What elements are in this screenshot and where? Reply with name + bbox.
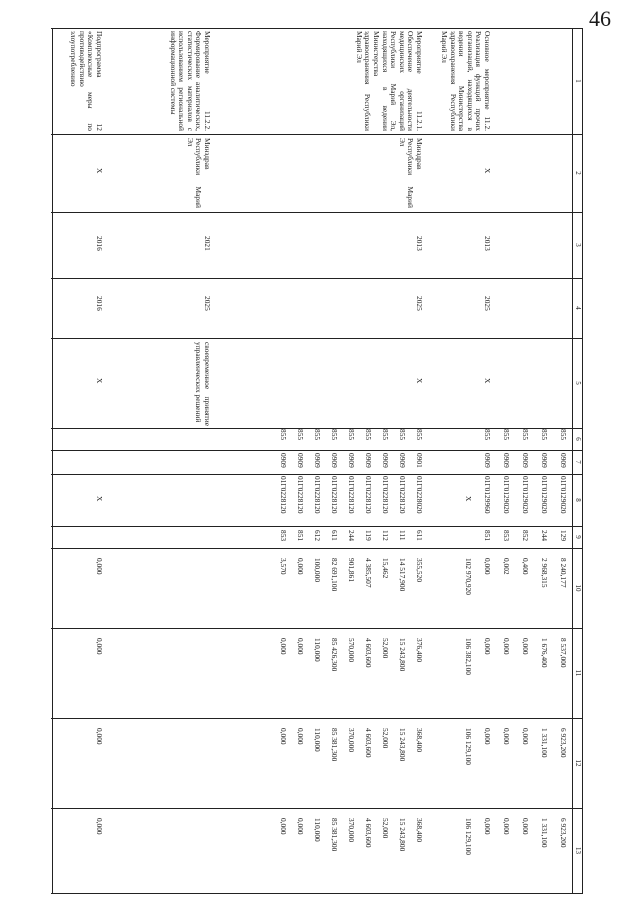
row-code-type: 611	[415, 530, 424, 541]
row-code-section: 0909	[330, 453, 339, 468]
row-code-section: 0909	[347, 453, 356, 468]
col-header-12: 12	[574, 759, 582, 767]
row-value: 110,000	[313, 638, 322, 662]
row-end-year: 2016	[95, 296, 104, 311]
row-code-target: 01Г0129020	[521, 476, 530, 514]
row-summary-value: 106 382,100	[464, 638, 473, 675]
row-value: 0,000	[483, 638, 492, 655]
row-value: 0,000	[95, 818, 104, 835]
row-value: 0,000	[483, 818, 492, 835]
col-header-2: 2	[574, 171, 582, 175]
col-header-6: 6	[574, 437, 582, 441]
row-name: Мероприятие 11.2.2. Формирование аналитических, статистических материалов с использованием региональной информационной системы	[168, 31, 212, 131]
row-code-type: 129	[559, 530, 568, 542]
row-value: 0,000	[95, 728, 104, 745]
col-header-4: 4	[574, 306, 582, 310]
row-code-grbs: 855	[364, 429, 373, 441]
row-code-section: 0901	[415, 453, 424, 468]
row-value: 4 603,600	[364, 638, 373, 668]
row-value: 368,400	[415, 818, 424, 843]
col-header-3: 3	[574, 243, 582, 247]
row-code-target: 01Г0129960	[483, 476, 492, 514]
row-code-target: 01Г0228120	[296, 476, 305, 514]
row-code-section: 0909	[279, 453, 288, 468]
row-value: 110,000	[313, 728, 322, 752]
row-value: 0,002	[502, 558, 511, 575]
row-value: 15 243,800	[398, 818, 407, 852]
row-value: 100,000	[313, 558, 322, 583]
row-code-grbs: 855	[559, 429, 568, 441]
row-code-section: 0909	[521, 453, 530, 468]
row-code-section: 0909	[559, 453, 568, 468]
col-header-10: 10	[574, 584, 582, 592]
row-value: 15,462	[381, 558, 390, 579]
budget-table	[51, 28, 583, 894]
row-code-type: 851	[483, 530, 492, 542]
row-code-target: X	[95, 496, 104, 502]
row-code-grbs: 855	[540, 429, 549, 441]
row-value: 4 603,600	[364, 818, 373, 848]
row-code-type: 852	[521, 530, 530, 542]
row-value: 15 243,800	[398, 728, 407, 762]
row-code-section: 0909	[502, 453, 511, 468]
row-value: 570,000	[347, 638, 356, 663]
row-value: 8 240,177	[559, 558, 568, 588]
row-end-year: 2025	[415, 296, 424, 311]
row-value: 0,000	[296, 638, 305, 655]
row-code-grbs: 855	[330, 429, 339, 441]
row-value: 2 968,315	[540, 558, 549, 588]
row-code-target: 01Г0228020	[415, 476, 424, 514]
row-value: 82 691,100	[330, 558, 339, 592]
row-code-type: 611	[330, 530, 339, 541]
row-code-grbs: 855	[296, 429, 305, 441]
row-result: X	[415, 378, 424, 384]
row-value: 370,000	[347, 728, 356, 753]
row-code-type: 119	[364, 530, 373, 541]
row-value: 15 243,800	[398, 638, 407, 672]
row-code-grbs: 855	[381, 429, 390, 441]
row-value: 901,861	[347, 558, 356, 583]
row-summary-value: 106 129,100	[464, 818, 473, 855]
row-value: 0,000	[521, 728, 530, 745]
row-code-grbs: 855	[313, 429, 322, 441]
row-value: 1 676,400	[540, 638, 549, 668]
row-code-grbs: 855	[521, 429, 530, 441]
row-value: 110,000	[313, 818, 322, 842]
row-result: своевременное принятие управленческих решений	[194, 342, 212, 426]
row-value: 376,400	[415, 638, 424, 663]
row-summary-value: 106 129,100	[464, 728, 473, 765]
row-code-type: 853	[279, 530, 288, 542]
row-code-type: 111	[398, 530, 407, 541]
row-value: 370,000	[347, 818, 356, 843]
row-start-year: 2021	[203, 236, 212, 251]
row-code-section: 0909	[381, 453, 390, 468]
row-value: 8 537,000	[559, 638, 568, 668]
row-code-target: 01Г0228120	[364, 476, 373, 514]
row-result: X	[483, 378, 492, 384]
col-header-1: 1	[574, 79, 582, 83]
row-code-target: 01Г0129020	[540, 476, 549, 514]
row-code-target: 01Г0228120	[347, 476, 356, 514]
row-executor: Минздрав Республики Марий Эл	[397, 138, 424, 208]
row-value: 3,570	[279, 558, 288, 575]
row-value: 0,000	[502, 818, 511, 835]
row-end-year: 2025	[203, 296, 212, 311]
row-code-grbs: 855	[502, 429, 511, 441]
row-value: 14 517,900	[398, 558, 407, 592]
row-code-target: 01Г0228120	[330, 476, 339, 514]
row-code-type: 244	[540, 530, 549, 542]
col-header-9: 9	[574, 535, 582, 539]
row-code-section: 0909	[296, 453, 305, 468]
row-value: 6 923,200	[559, 818, 568, 848]
row-value: 0,400	[521, 558, 530, 575]
row-summary-value: 102 970,920	[464, 558, 473, 595]
row-end-year: 2025	[483, 296, 492, 311]
row-code-grbs: 855	[279, 429, 288, 441]
row-value: 85 381,300	[330, 728, 339, 762]
row-value: 0,000	[296, 728, 305, 745]
row-code-grbs: 855	[398, 429, 407, 441]
row-value: 0,000	[502, 638, 511, 655]
row-executor: X	[483, 168, 492, 174]
row-code-target: 01Г0129020	[559, 476, 568, 514]
row-value: 355,520	[415, 558, 424, 583]
row-code-type: 112	[381, 530, 390, 541]
row-value: 0,000	[95, 558, 104, 575]
row-value: 368,400	[415, 728, 424, 753]
row-value: 0,000	[483, 558, 492, 575]
row-executor: Минздрав Республики Марий Эл	[185, 138, 212, 208]
row-value: 0,000	[296, 818, 305, 835]
row-code-target: 01Г0228120	[398, 476, 407, 514]
row-value: 0,000	[521, 638, 530, 655]
col-header-11: 11	[574, 669, 582, 677]
row-value: 0,000	[279, 818, 288, 835]
row-code-section: 0909	[364, 453, 373, 468]
row-name: Мероприятие 11.2.1. Обеспечение деятельности медицинских организаций Республики Марий Эл, находящихся в ведении Министерства здравоохранения Республики Марий Эл	[354, 31, 424, 131]
row-start-year: 2013	[415, 236, 424, 251]
row-name: Подпрограмма 12 «Комплексные меры по противодействию злоупотреблению	[69, 31, 104, 131]
row-value: 1 331,100	[540, 818, 549, 848]
row-code-target: 01Г0228120	[279, 476, 288, 514]
row-start-year: 2016	[95, 236, 104, 251]
col-header-5: 5	[574, 381, 582, 385]
row-code-type: 244	[347, 530, 356, 542]
row-value: 0,000	[502, 728, 511, 745]
row-value: 0,000	[483, 728, 492, 745]
row-value: 52,000	[381, 638, 390, 659]
row-start-year: 2013	[483, 236, 492, 251]
col-header-7: 7	[574, 460, 582, 464]
row-value: 52,000	[381, 728, 390, 749]
row-code-type: 853	[502, 530, 511, 542]
row-value: 0,000	[95, 638, 104, 655]
row-code-target: 01Г0129020	[502, 476, 511, 514]
page-number: 46	[589, 6, 611, 31]
row-executor: X	[95, 168, 104, 174]
row-value: 1 331,100	[540, 728, 549, 758]
row-value: 85 426,300	[330, 638, 339, 672]
row-value: 0,000	[521, 818, 530, 835]
row-value: 52,000	[381, 818, 390, 839]
row-code-section: 0909	[540, 453, 549, 468]
row-value: 0,000	[279, 728, 288, 745]
row-code-target: 01Г0228120	[381, 476, 390, 514]
row-code-grbs: 855	[483, 429, 492, 441]
row-code-grbs: 855	[415, 429, 424, 441]
row-value: 4 603,600	[364, 728, 373, 758]
row-code-section: 0909	[483, 453, 492, 468]
col-header-13: 13	[574, 847, 582, 854]
row-code-type: 612	[313, 530, 322, 542]
row-code-type: 851	[296, 530, 305, 542]
row-summary-code: X	[464, 496, 473, 502]
row-value: 0,000	[279, 638, 288, 655]
row-code-grbs: 855	[347, 429, 356, 441]
row-value: 0,000	[296, 558, 305, 575]
col-header-8: 8	[574, 498, 582, 502]
row-code-target: 01Г0228120	[313, 476, 322, 514]
row-code-section: 0909	[398, 453, 407, 468]
row-value: 4 385,507	[364, 558, 373, 588]
row-code-section: 0909	[313, 453, 322, 468]
row-name: Основное мероприятие 11.2. Реализация функций прочих организаций, находящихся в ведении Министерства здравоохранения Республики Марий Эл	[440, 31, 492, 131]
row-value: 85 381,300	[330, 818, 339, 852]
row-value: 6 923,200	[559, 728, 568, 758]
row-result: X	[95, 378, 104, 384]
